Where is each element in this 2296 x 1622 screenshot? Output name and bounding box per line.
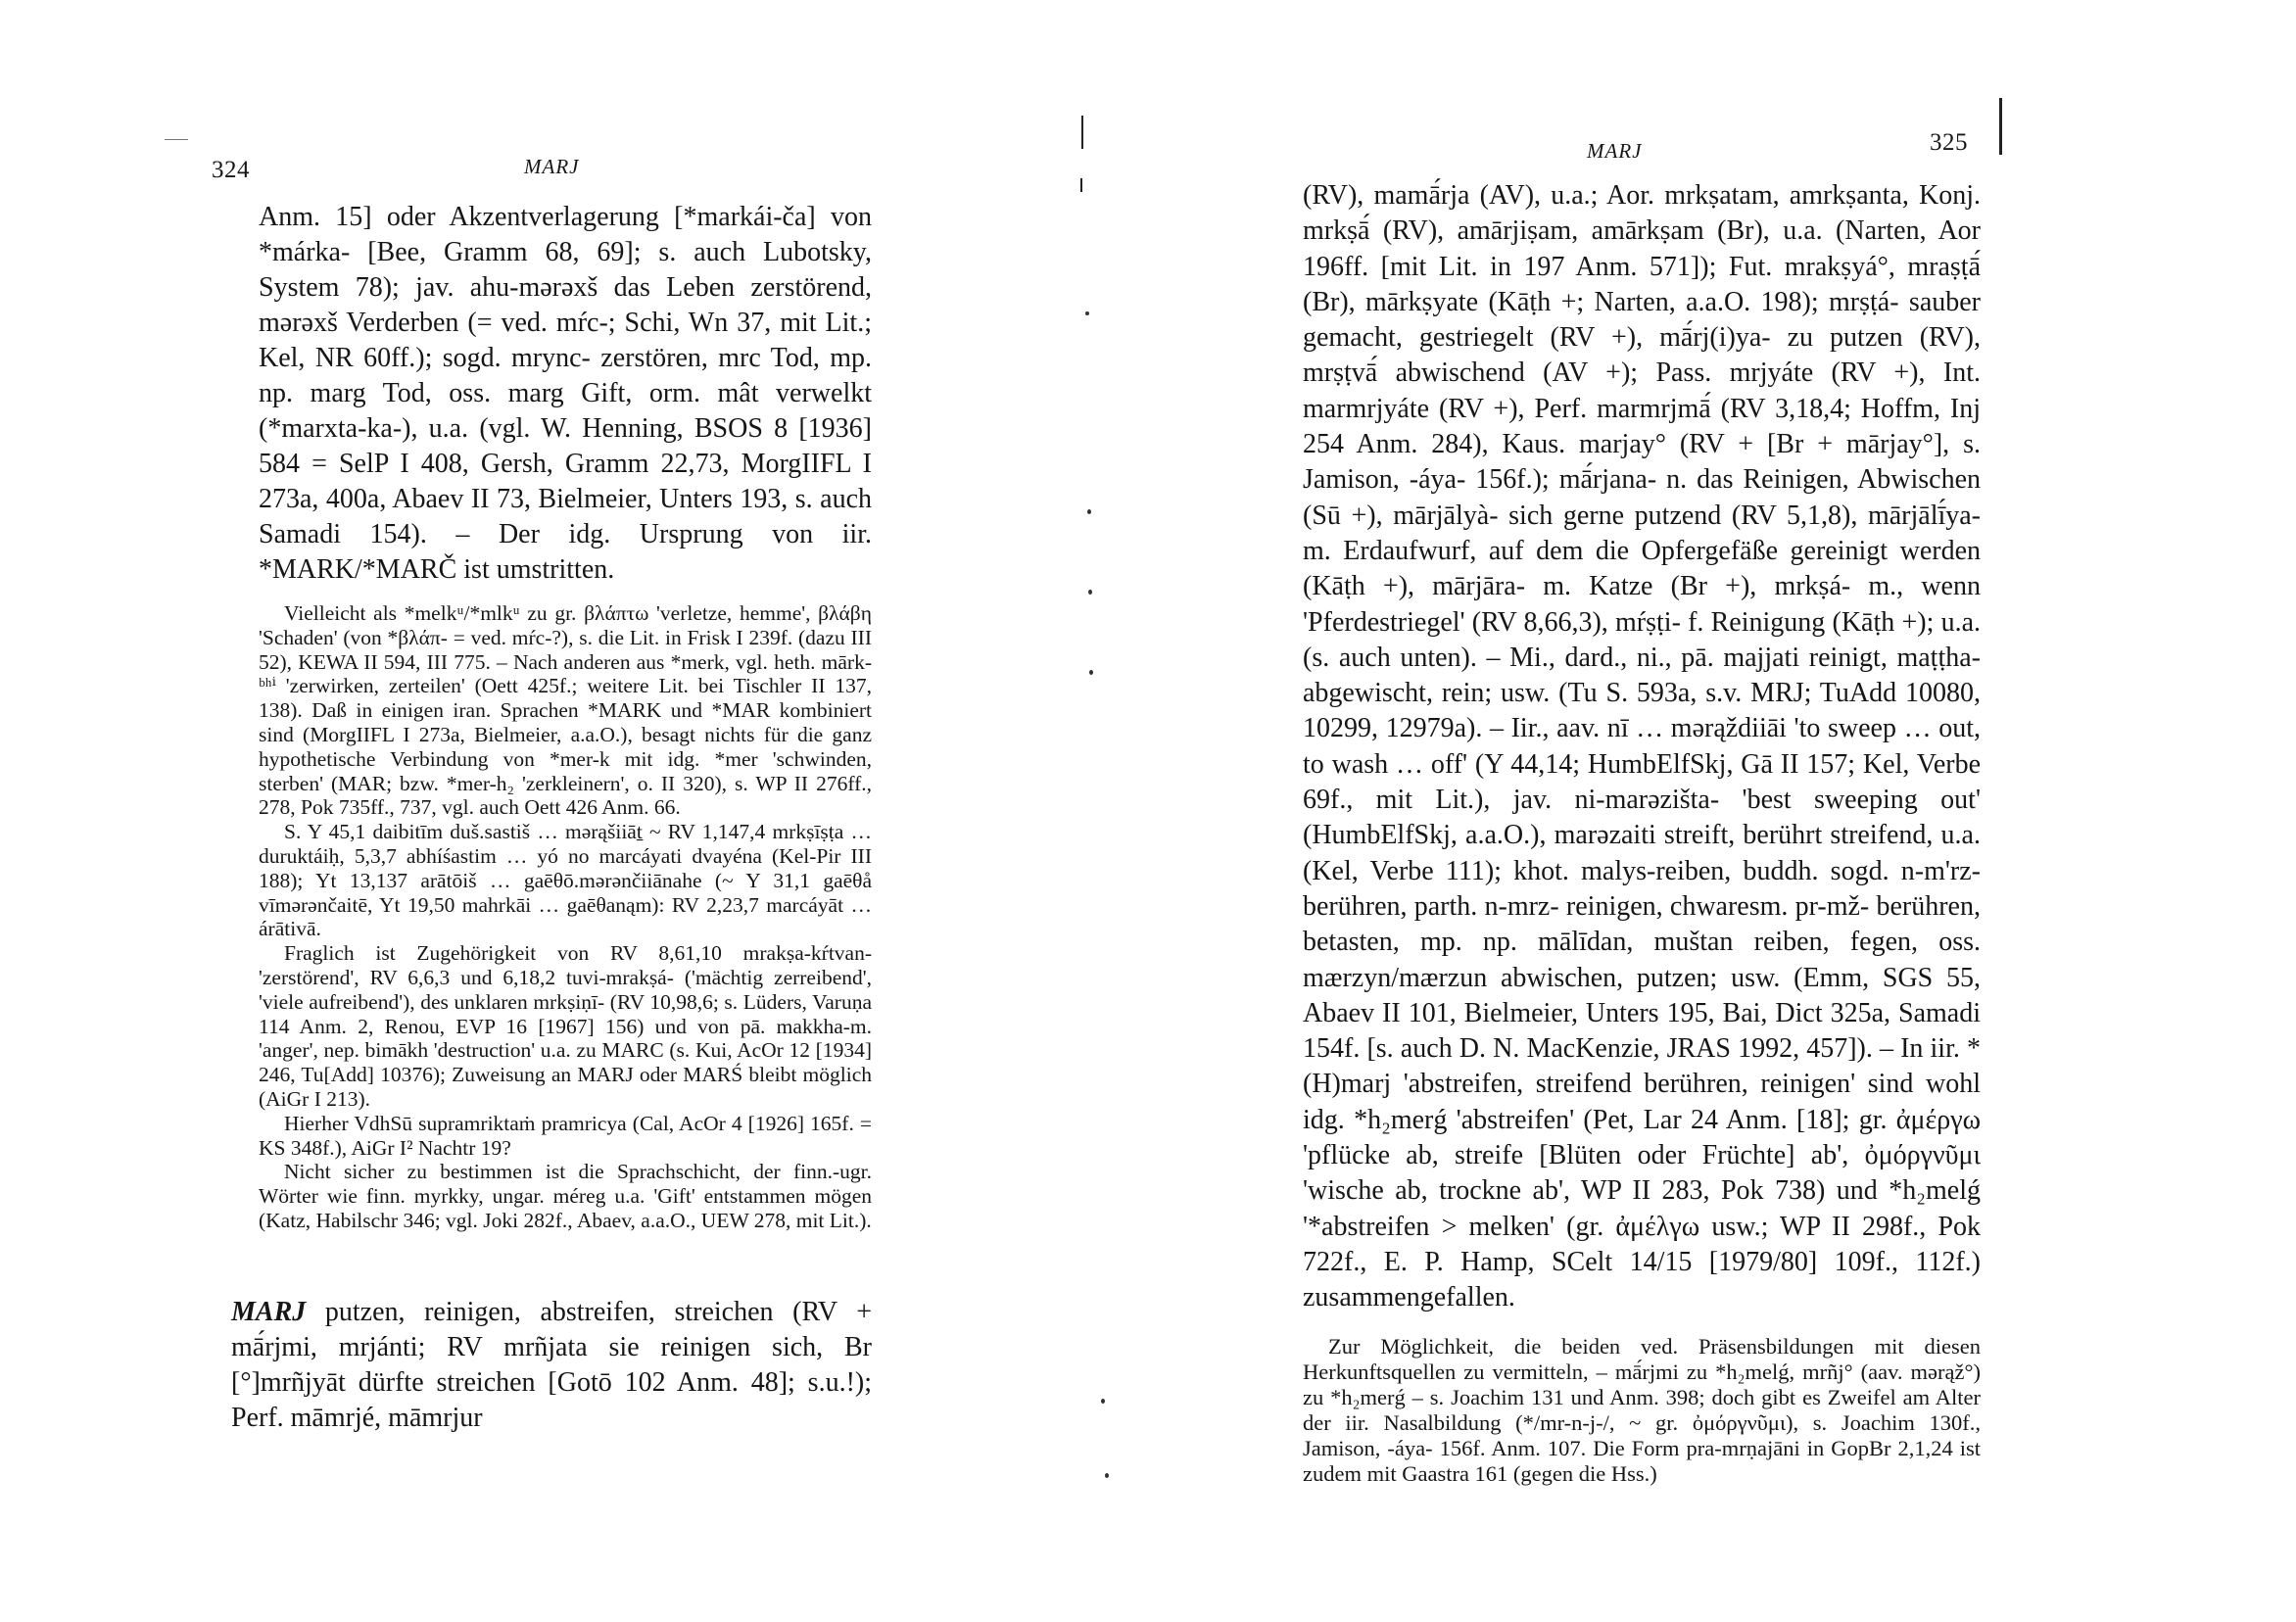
- entry-headword: MARJ: [231, 1297, 307, 1327]
- gutter-speck: [1105, 1473, 1109, 1478]
- note-paragraph: S. Y 45,1 daibitīm duš.sastiš … mәrąšiiāṯ ~ RV 1,147,4 mrkṣīṣṭa … duruktáiḥ, 5,3,7 abhíśastim … yó no marcáyati dvayéna (Kel-Pir III 188); Yt 13,137 arātōiš … gaēθō.mәrәnčiiānahe (~ Y 31,1 gaēθå vīmәrәnčaitē, Yt 19,50 mahrkāi … gaēθanąm): RV 2,23,7 marcáyāt … árātivā.: [259, 820, 872, 941]
- gutter-mark: [1081, 116, 1083, 149]
- note-paragraph: Fraglich ist Zugehörigkeit von RV 8,61,10 mrakṣa-kŕtvan- 'zerstörend', RV 6,6,3 und 6,18,2 tuvi-mrakṣá- ('mächtig zerreibend', 'viele aufreibend'), des unklaren mrkṣiṇī- (RV 10,98,6; s. Lüders, Varuṇa 114 Anm. 2, Renou, EVP 16 [1967] 156) und von pā. makkha-m. 'anger', nep. bimākh 'destruction' u.a. zu MARC (s. Kui, AcOr 12 [1934] 246, Tu[Add] 10376); Zuweisung an MARJ oder MARŚ bleibt möglich (AiGr I 213).: [259, 941, 872, 1111]
- running-head-right: MARJ: [1587, 139, 1643, 163]
- gutter-speck: [1101, 1399, 1105, 1404]
- running-head-left: MARJ: [524, 155, 580, 178]
- note-paragraph: Hierher VdhSū supramriktaṁ pramricya (Cal, AcOr 4 [1926] 165f. = KS 348f.), AiGr I² Nachtr 19?: [259, 1111, 872, 1160]
- notes-block-left: [259, 601, 872, 1233]
- gutter-speck: [1087, 509, 1091, 514]
- page-number-left: 324: [212, 157, 250, 183]
- right-column: [1303, 178, 1981, 1487]
- note-paragraph: Vielleicht als *melkᵘ/*mlkᵘ zu gr. βλάπτω 'verletze, hemme', βλάβη 'Schaden' (von *βλάπ- = ved. mŕc-?), s. die Lit. in Frisk I 239f. (dazu III 52), KEWA II 594, III 775. – Nach anderen aus *merk, vgl. heth. mārk-ᵇʰⁱ 'zerwirken, zerteilen' (Oett 425f.; weitere Lit. bei Tischler II 137, 138). Daß in einigen iran. Sprachen *MARK und *MAR kombiniert sind (MorgIIFL I 273a, Bielmeier, a.a.O.), besagt nichts für die ganz hypothetische Verbindung von *mer-k mit idg. *mer 'schwinden, sterben' (MAR; bzw. *mer-h₂ 'zerkleinern', o. II 320), s. WP II 276ff., 278, Pok 735ff., 737, vgl. auch Oett 426 Anm. 66.: [259, 601, 872, 820]
- entry-paragraph: [231, 1295, 872, 1436]
- continuation-paragraph-left: Anm. 15] oder Akzentverlagerung [*markái-ča] von *márka- [Bee, Gramm 68, 69]; s. auch Lubotsky, System 78); jav. ahu-mәrәxš das Leben zerstörend, mәrәxš Verderben (= ved. mŕc-; Schi, Wn 37, mit Lit.; Kel, NR 60ff.); sogd. mrync- zerstören, mrc Tod, mp. np. marg Tod, oss. marg Gift, orm. mât verwelkt (*marxta-ka-), u.a. (vgl. W. Henning, BSOS 8 [1936] 584 = SelP I 408, Gersh, Gramm 22,73, MorgIIFL I 273a, 400a, Abaev II 73, Bielmeier, Unters 193, s. auch Samadi 154). – Der idg. Ursprung von iir. *MARK/*MARČ ist umstritten.: [259, 202, 872, 585]
- gutter-speck: [1085, 311, 1089, 315]
- page-number-right: 325: [1930, 129, 1968, 156]
- gutter-speck: [1089, 670, 1093, 675]
- entry-text: putzen, reinigen, abstreifen, streichen (RV + mā́rjmi, mrjánti; RV mrñjata sie reinigen sich, Br [°]mrñjyāt dürfte streichen [Gotō 102 Anm. 48]; s.u.!); Perf. māmrjé, māmrjur: [231, 1297, 872, 1433]
- notes-block-right: [1303, 1334, 1981, 1487]
- gutter-speck: [1088, 590, 1092, 595]
- left-column: [259, 200, 872, 1233]
- note-paragraph: Nicht sicher zu bestimmen ist die Sprachschicht, der finn.-ugr. Wörter wie finn. myrkky, ungar. méreg u.a. 'Gift' entstammen mögen (Katz, Habilschr 346; vgl. Joki 282f., Abaev, a.a.O., UEW 278, mit Lit.).: [259, 1160, 872, 1232]
- continuation-paragraph-right: (RV), mamā́rja (AV), u.a.; Aor. mrkṣatam, amrkṣanta, Konj. mrkṣā́ (RV), amārjiṣam, amārkṣam (Br), u.a. (Narten, Aor 196ff. [mit Lit. in 197 Anm. 571]); Fut. mrakṣyá°, mraṣṭā́ (Br), mārkṣyate (Kāṭh +; Narten, a.a.O. 198); mrṣṭá- sauber gemacht, gestriegelt (RV +), mā́rj(i)ya- zu putzen (RV), mrṣṭvā́ abwischend (AV +); Pass. mrjyáte (RV +), Int. marmrjyáte (RV +), Perf. marmrjmā́ (RV 3,18,4; Hoffm, Inj 254 Anm. 284), Kaus. marjay° (RV + [Br + mārjay°], s. Jamison, -áya- 156f.); mā́rjana- n. das Reinigen, Abwischen (Sū +), mārjālyà- sich gerne putzend (RV 5,1,8), mārjālī́ya- m. Erdaufwurf, auf dem die Opfergefäße gereinigt werden (Kāṭh +), mārjāra- m. Katze (Br +), mrkṣá- m., wenn 'Pferdestriegel' (RV 8,66,3), mŕṣṭi- f. Reinigung (Kāṭh +); u.a. (s. auch unten). – Mi., dard., ni., pā. majjati reinigt, maṭṭha- abgewischt, rein; usw. (Tu S. 593a, s.v. MRJ; TuAdd 10080, 10299, 12979a). – Iir., aav. nī … mәrąždiiāi 'to sweep … out, to wash … off' (Y 44,14; HumbElfSkj, Gā II 157; Kel, Verbe 69f., mit Lit.), jav. ni-marәzišta- 'best sweeping out' (HumbElfSkj, a.a.O.), marәzaiti streift, berührt streifend, u.a. (Kel, Verbe 111); khot. malys-reiben, buddh. sogd. n-m'rz- berühren, parth. n-mrz- reinigen, chwaresm. pr-mž- berühren, betasten, mp. np. mālīdan, muštan reiben, fegen, oss. mærzyn/mærzun abwischen, putzen; usw. (Emm, SGS 55, Abaev II 101, Bielmeier, Unters 195, Bai, Dict 325a, Samadi 154f. [s. auch D. N. MacKenzie, JRAS 1992, 457]). – In iir. *(H)marj 'abstreifen, streifend berühren, reinigen' sind wohl idg. *h₂merǵ 'abstreifen' (Pet, Lar 24 Anm. [18]; gr. ἀμέργω 'pflücke ab, streife [Blüten oder Früchte] ab', ὀμόργνῦμι 'wische ab, trockne ab', WP II 283, Pok 738) und *h₂melǵ '*abstreifen > melken' (gr. ἀμέλγω usw.; WP II 298f., Pok 722f., E. P. Hamp, SCelt 14/15 [1979/80] 109f., 112f.) zusammengefallen.: [1303, 180, 1981, 1313]
- entry-block-marj: [231, 1295, 872, 1436]
- gutter-mark: [1080, 178, 1082, 192]
- note-paragraph: Zur Möglichkeit, die beiden ved. Präsensbildungen mit diesen Herkunftsquellen zu vermitteln, – mā́rjmi zu *h₂melǵ, mrñj° (aav. mәrąž°) zu *h₂merǵ – s. Joachim 131 und Anm. 398; doch gibt es Zweifel am Alter der iir. Nasalbildung (*/mr-n-j-/, ~ gr. ὀμόργνῦμι), s. Joachim 130f., Jamison, -áya- 156f. Anm. 107. Die Form pra-mrṇajāni in GopBr 2,1,24 ist zudem mit Gaastra 161 (gegen die Hss.): [1303, 1333, 1981, 1486]
- right-edge-mark: [1999, 98, 2002, 155]
- scan-dash: [165, 139, 188, 140]
